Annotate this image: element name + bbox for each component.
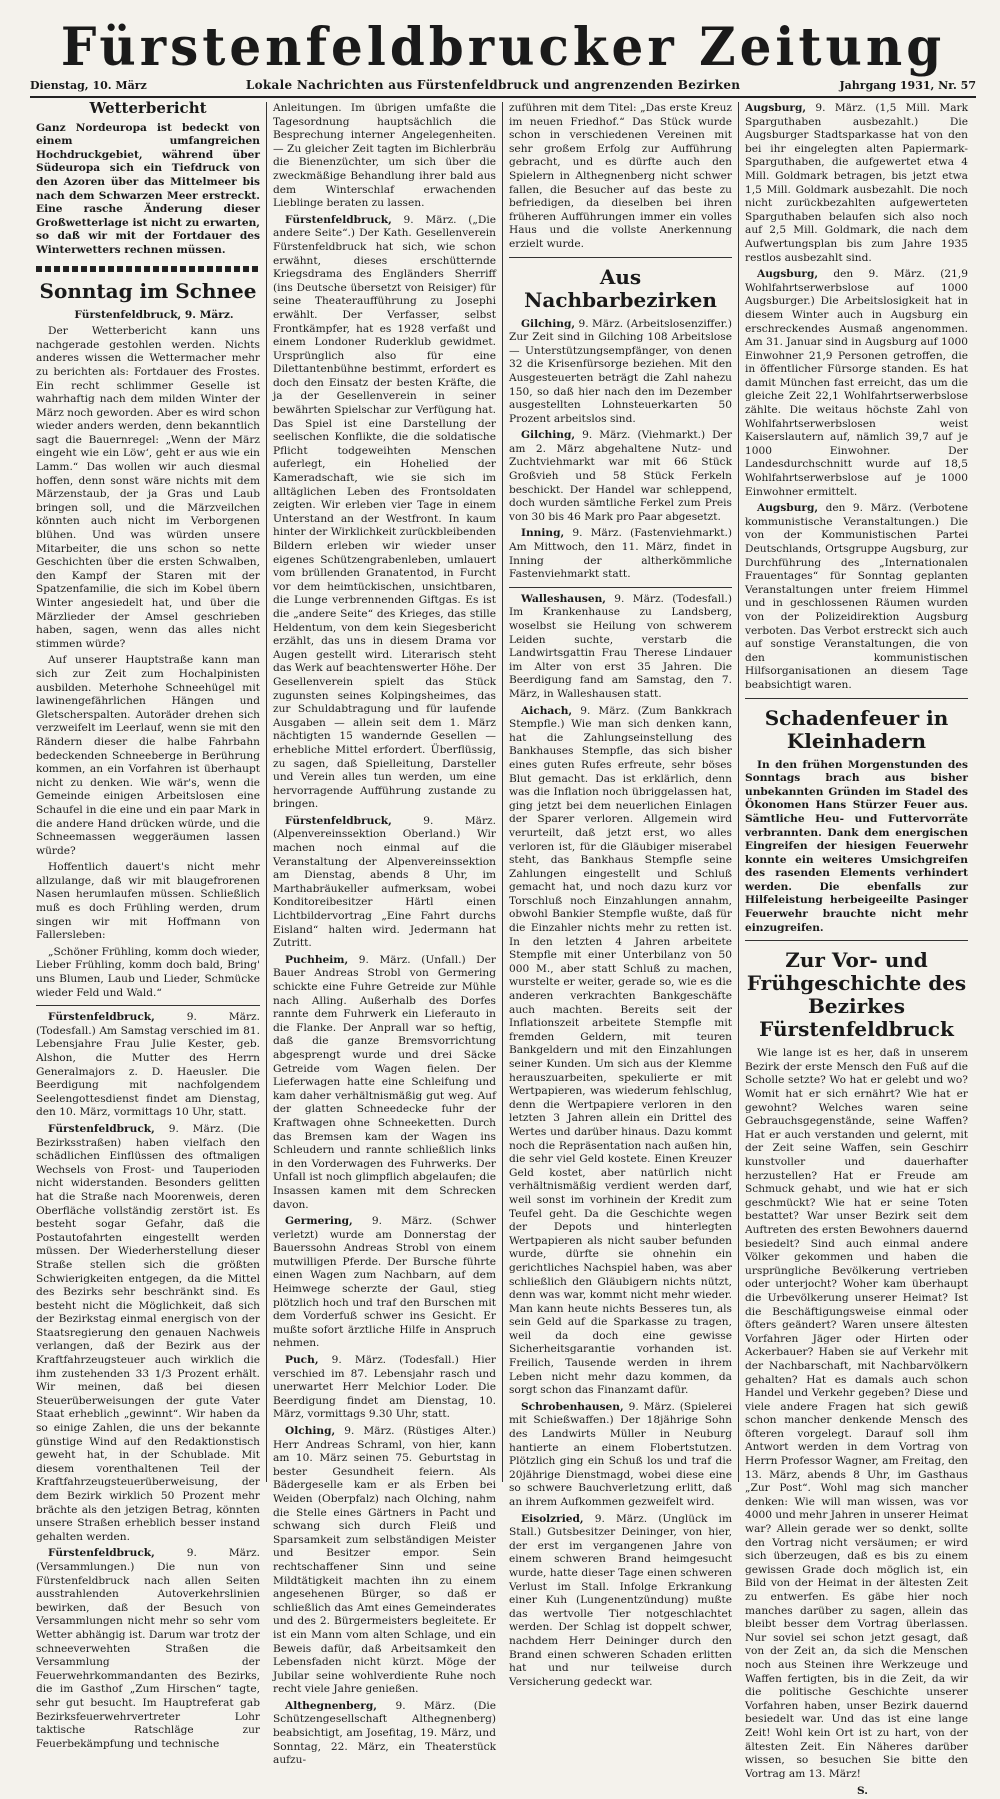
article-text: 9. März. (Rüstiges Alter.) Herr Andreas Schraml, von hier, kann am 10. März seinen 75. Geburtstag in bester Gesundheit feiern. Als Bädergeselle kam er als Erben bei Weiden (Oberpfalz) nach Olching, nahm die Stelle eines Gärtners in Pacht und schwang sich durch Fleiß und Sparsamkeit zum selbständigen Meister und Besitzer empor. Sein rechtschaffener Sinn und seine Mildtätigkeit machten ihn zu einem angesehenen Bürger, so daß er schließlich das Amt eines Gemeinderates und des 2. Bürgermeisters begleitete. Er ist ein Mann vom alten Schlage, und ein Beweis dafür, daß Arbeitsamkeit den Lebensfaden nicht kürzt. Möge der Jubilar seine wohlverdiente Ruhe noch recht viele Jahre genießen. bbox=[273, 1425, 497, 1696]
article-place: Gilching, bbox=[521, 429, 576, 442]
article-place: Puchheim, bbox=[285, 953, 349, 966]
article-divider bbox=[36, 1005, 260, 1006]
fire-article-title: Schadenfeuer in Kleinhadern bbox=[764, 705, 949, 753]
article-text: 9. März. (1,5 Mill. Mark Sparguthaben ausbezahlt.) Die Augsburger Stadtsparkasse hat von den bei ihr eingelegten alten Papiermark-Sparguthaben, die aufgewertet etwa 4 Mill. Goldmark betragen, bis jetzt etwa 1,5 Mill. Goldmark ausbezahlt. Die noch nicht zurückbezahlten aufgewerteten Sparguthaben belaufen sich also noch auf 2,5 Mill. Goldmark, die nach dem Aufwertungsplan bis zum Jahre 1935 restlos ausbezahlt sind. bbox=[745, 102, 968, 264]
issue-date: Dienstag, 10. März bbox=[30, 79, 147, 92]
article-text: 9. März. (Zum Bankkrach Stempfle.) Wie man sich denken kann, hat die Zahlungseinstellung des Bankhauses Stempfle, das sich bisher eines guten Rufes erfreute, sehr böses Blut gemacht. Das ist erklärlich, denn was die Inflation noch übriggelassen hat, ging jetzt bei dem neuerlichen Einlagen der Sparer verloren. Allgemein wird verurteilt, daß jetzt erst, wo alles verloren ist, für die Gläubiger miserabel steht, das Bankhaus Stempfle seine Zahlungen eingestellt und Schluß gemacht hat, und noch dazu kurz vor Torschluß noch Einzahlungen annahm, obwohl Bankier Stempfle wußte, daß für die Einzahler nichts mehr zu retten ist. In den letzten 4 Jahren arbeitete Stempfle mit einer Unterbilanz von 50 000 M., aber statt Schluß zu machen, wurstelte er weiter, gerade so, wie es die anderen verkrachten Bankgeschäfte auch machten. Bereits seit der Inflationszeit arbeitete Stempfle mit fremden Geldern, mit teuren Bankgeldern und mit den Einzahlungen seiner Kunden. Um sich aus der Klemme herauszuarbeiten, spekulierte er mit Wertpapieren, was wiederum fehlschlug, denn die Wertpapiere verloren in den letzten 3 Jahren allein ein Drittel des Wertes und darüber hinaus. Dazu kommt noch die Repräsentation nach außen hin, die sehr viel Geld kostete. Einen Kreuzer Geld kostet, aber natürlich nicht verhältnismäßig verdient werden darf, weil sonst im vorhinein der Kredit zum Teufel geht. Da die Geschichte wegen der Depots und hinterlegten Wertpapieren als nicht sauber befunden wurde, dürfte sie ohnehin ein gerichtliches Nachspiel haben, was aber schließlich den Gläubigern nichts nützt, denn was war, kommt nicht mehr wieder. Man kann heute nichts Besseres tun, als sein Geld auf die Sparkasse zu tragen, weil da doch eine gewisse Sicherheitsgarantie vorhanden ist. Freilich, Tausende werden in ihrem Leben nicht mehr dazu kommen, da sorgt schon das Finanzamt dafür. bbox=[509, 704, 732, 1397]
article-place: Fürstenfeldbruck, bbox=[285, 814, 392, 827]
article-place: Olching, bbox=[285, 1425, 336, 1437]
column-2 bbox=[266, 102, 502, 1767]
article-place: Althegnenberg, bbox=[285, 1699, 377, 1712]
article-place: Gilching, bbox=[521, 317, 576, 330]
column-1 bbox=[30, 99, 266, 1750]
history-signature: S. bbox=[857, 1785, 868, 1798]
article-text: 9. März. (Spielerei mit Schießwaffen.) Der 18jährige Sohn des Landwirts Müller in Neuburg hantierte an einem Flobertstutzen. Plötzlich ging ein Schuß los und traf die 20jährige Dienstmagd, wobei diese eine so schwere Bauchverletzung erlitt, daß an ihrem Aufkommen gezweifelt wird. bbox=[509, 1400, 732, 1508]
article-place: Puch, bbox=[285, 1354, 319, 1367]
snow-poem: „Schöner Frühling, komm doch wieder, Lieber Frühling, komm doch bald, Bring' uns Blumen, Laub und Lieder, Schmücke wieder Feld und Wald.“ bbox=[36, 945, 260, 999]
article-place: Augsburg, bbox=[757, 268, 819, 281]
article-text: 9. März. (Fastenviehmarkt.) Am Mittwoch, den 11. März, findet in Inning der altherkömmliche Fastenviehmarkt statt. bbox=[509, 527, 732, 581]
article-place: Fürstenfeldbruck, bbox=[48, 1011, 155, 1024]
article-text: 9. März. (Alpenvereinssektion Oberland.) Wir machen noch einmal auf die Veranstaltung der Alpenvereinssektion am Dienstag, abends 8 Uhr, im Marthabräukeller aufmerksam, wobei Konditoreibesitzer Härtl einen Lichtbildervortrag „Eine Fahrt durchs Eisland“ halten wird. Jedermann hat Zutritt. bbox=[273, 814, 497, 950]
snow-paragraph: Auf unserer Hauptstraße kann man sich zur Zeit zum Hochalpinisten ausbilden. Meterhohe Schneehügel mit lawinengefährlichen Hängen und Gletscherspalten. Autoräder drehen sich verzweifelt im Leerlauf, wenn sie mit den Rändern dieser die halbe Fahrbahn bedeckenden Schneeberge in Berührung kommen, an ein Vorfahren ist überhaupt nicht zu denken. Wie wär's, wenn die Gemeinde einigen Arbeitslosen eine Schaufel in die eine und ein paar Mark in die andere Hand drücken würde, und die Schneemassen weggeräumen lassen würde? bbox=[36, 654, 260, 857]
history-article-title: Zur Vor- und Frühgeschichte des Bezirkes Fürstenfeldbruck bbox=[746, 948, 967, 1042]
article-text: 9. März. (Die Schützengesellschaft Althegnenberg) beabsichtigt, am Josefitag, 19. März, und Sonntag, 22. März, ein Theaterstück aufzu- bbox=[273, 1699, 496, 1767]
article-text: zuführen mit dem Titel: „Das erste Kreuz im neuen Friedhof.“ Das Stück wurde schon in verschiedenen Vereinen mit sehr großem Erfolg zur Aufführung gebracht, und es dürfte auch den Spielern in Althegnenberg nicht schwer fallen, die Besucher auf das beste zu befriedigen, da dieselben bei ihren früheren Aufführungen immer ein volles Haus und die vollste Anerkennung erzielt wurde. bbox=[509, 102, 732, 250]
article-text: 9. März. („Die andere Seite“.) Der Kath. Gesellenverein Fürstenfeldbruck hat sich, wie schon erwähnt, dieses erschütternde Kriegsdrama des Engländers Sherriff (ins Deutsche übersetzt von Reisiger) für seine Theateraufführung zu Josephi erwählt. Der Verfasser, selbst Frontkämpfer, hat es 1928 verfaßt und einem Londoner Ruderklub gewidmet. Ursprünglich also für eine Dilettantenbühne bestimmt, erfordert es doch den Einsatz der besten Kräfte, die ja der Gesellenverein in seiner bewährten Spielschar zur Verfügung hat. Das Spiel ist eine Darstellung der seelischen Konflikte, die die soldatische Pflicht todgeweihten Menschen auferlegt, ein Hohelied der Kameradschaft, wie sie sich im alltäglichen Leben des Frontsoldaten zeigten. Wir erleben vier Tage in einem Unterstand an der Westfront. In kaum hinter der Wirklichkeit zurückbleibenden Bildern erleben wir wieder unser eigenes Schützengrabenleben, umlauert vom brüllenden Granatentod, in Furcht vor dem heimtückischen, unsichtbaren, die Lunge verbrennenden Giftgas. Es ist die „andere Seite“ des Krieges, das stille Heldentum, von dem kein Siegesbericht erzählt, das uns in diesem Drama vor Augen gestellt wird. Literarisch steht das Werk auf beachtenswerter Höhe. Der Gesellenverein spielt das Stück zugunsten seines Kolpingsheimes, das zur Schuldabtragung und für laufende Ausgaben — allein seit dem 1. März nächtigten 15 wandernde Gesellen — erhebliche Mittel erfordert. Überflüssig, zu sagen, daß Spielleitung, Darsteller und Verein alles tun werden, um eine hervorragende Aufführung zustande zu bringen. bbox=[273, 213, 497, 811]
article-text: 9. März. (Unfall.) Der Bauer Andreas Strobl von Germering schickte eine Fuhre Getreide zur Mühle nach Alling. Außerhalb des Dorfes rannte dem Fuhrwerk ein Lieferauto in die Flanke. Der Anprall war so heftig, daß die ganze Bremsvorrichtung abgesprengt wurde und drei Säcke Getreide vom Wagen fielen. Der Lieferwagen hatte eine Schleifung und kam daher verhältnismäßig gut weg. Auf der glatten Schneedecke fuhr der Kraftwagen ohne Schneeketten. Durch das Bremsen kam der Wagen ins Schleudern und rannte schließlich links in den Vorderwagen des Fuhrwerks. Der Unfall ist noch glimpflich abgelaufen; die Insassen kamen mit dem Schrecken davon. bbox=[273, 953, 496, 1211]
article-place: Inning, bbox=[521, 527, 565, 540]
masthead-rule bbox=[30, 96, 976, 98]
article-text: 9. März. (Schwer verletzt) wurde am Donnerstag der Bauerssohn Andreas Strobl von einem mutwilligen Pferde. Der Bursche führte einen Wagen zum Nachbarn, auf dem Heimwege scherzte der Gaul, stieg plötzlich hoch und traf den Burschen mit dem Vorderfuß schwer ins Gesicht. Er mußte sofort ärztliche Hilfe in Anspruch nehmen. bbox=[273, 1215, 496, 1350]
article-text: 9. März. (Die Bezirksstraßen) haben vielfach den schädlichen Einflüssen des oftmaligen Wechsels von Frost- und Tauperioden nicht widerstanden. Besonders gelitten hat die Straße nach Moorenweis, deren Oberfläche vollständig zerstört ist. Es besteht sogar Gefahr, daß die Postautofahrten eingestellt werden müssen. Der Wiederherstellung dieser Straße stellen sich die größten Schwierigkeiten entgegen, da die Mittel des Bezirks sehr beschränkt sind. Es besteht nicht die Möglichkeit, daß sich der Bezirkstag einmal energisch von der Staatsregierung den genauen Nachweis verlangen, daß der Bezirk aus der Kraftfahrzeugsteuer auch wirklich die ihm zustehenden 33 1/3 Prozent erhält. Wir meinen, daß bei diesen Steuerüberweisungen der gute Vater Staat erheblich „gewinnt“. Wir haben da so einige Zahlen, die uns der bekannte günstige Wind auf den Redaktionstisch geweht hat, in der Schublade. Mit diesem vorenthaltenen Teil der Kraftfahrzeugsteuerüberweisung, der dem Bezirk wirklich 50 Prozent mehr brächte als den jetzigen Betrag, könnten unsere Straßen erheblich besser instand gehalten werden. bbox=[36, 1122, 260, 1543]
article-place: Augsburg, bbox=[757, 502, 819, 515]
article-divider bbox=[745, 940, 968, 941]
section-separator bbox=[36, 266, 260, 272]
article-place: Eisolzried, bbox=[521, 1512, 584, 1525]
article-text: den 9. März. (Verbotene kommunistische Veranstaltungen.) Die von der Kommunistischen Partei Deutschlands, Ortsgruppe Augsburg, zur Durchführung des „Internationalen Frauentages“ für Sonntag geplanten Veranstaltungen unter freiem Himmel und in geschlossenen Räumen wurden von der Polizeidirektion Augsburg verboten. Das Verbot erstreckt sich auch auf sonstige Veranstaltungen, die von den kommunistischen Hilfsorganisationen an diesem Tage beabsichtigt waren. bbox=[745, 502, 969, 691]
article-text: 9. März. (Todesfall.) Hier verschied im 87. Lebensjahr rasch und unerwartet Herr Melchior Loder. Die Beerdigung findet am Dienstag, 10. März, vormittags 9.30 Uhr, statt. bbox=[273, 1354, 496, 1421]
column-3 bbox=[502, 102, 738, 1688]
neighbor-districts-title: Aus Nachbarbezirken bbox=[524, 264, 717, 312]
snow-paragraph: Hoffentlich dauert's nicht mehr allzulange, daß wir mit blaugefrorenen Nasen herumlaufen müssen. Schließlich muß es doch Frühling werden, drum singen wir mit Hoffmann von Fallersleben: bbox=[36, 861, 260, 942]
fire-article-text: In den frühen Morgenstunden des Sonntags brach aus bisher unbekannten Gründen im Stadel des Ökonomen Hans Stürzer Feuer aus. Sämtliche Heu- und Futtervorräte verbrannten. Dank dem energischen Eingreifen der hiesigen Feuerwehr konnte ein weiteres Umsichgreifen des rasenden Elements verhindert werden. Die ebenfalls zur Hilfeleistung herbeigeeilte Pasinger Feuerwehr brauchte nicht mehr einzugreifen. bbox=[745, 758, 968, 934]
article-place: Fürstenfeldbruck, bbox=[48, 1122, 155, 1135]
weather-title: Wetterbericht bbox=[89, 99, 207, 117]
article-text: den 9. März. (21,9 Wohlfahrtserwerbslose auf 1000 Augsburger.) Die Arbeitslosigkeit hat in diesem Winter auch in Augsburg ein erschreckendes Ausmaß angenommen. Am 31. Januar sind in Augsburg auf 1000 Einwohner 21,9 Personen getroffen, die in öffentlicher Fürsorge standen. Es hat damit München fast erreicht, das um die gleiche Zeit 22,1 Wohlfahrtserwerbslose zählte. Die weitaus höchste Zahl von Wohlfahrtserwerbslosen weist Kaiserslautern auf, nämlich 39,7 auf je 1000 Einwohner. Der Landesdurchschnitt wurde auf 18,5 Wohlfahrtserwerbslose auf je 1000 Einwohner ermittelt. bbox=[745, 268, 968, 498]
newspaper-title: Fürstenfeldbrucker Zeitung bbox=[60, 15, 946, 78]
article-place: Germering, bbox=[285, 1215, 353, 1228]
column-4 bbox=[738, 102, 974, 1798]
article-place: Walleshausen, bbox=[521, 592, 606, 605]
snow-article-title: Sonntag im Schnee bbox=[39, 278, 257, 303]
article-place: Fürstenfeldbruck, bbox=[48, 1547, 155, 1560]
article-text: 9. März. (Unglück im Stall.) Gutsbesitzer Deininger, von hier, der erst im vergangenen Jahre von einem schweren Brand heimgesucht wurde, hatte dieser Tage einen schweren Verlust im Stall. Infolge Erkrankung einer Kuh (Lungenentzündung) mußte das wertvolle Tier notgeschlachtet werden. Der Schlag ist doppelt schwer, nachdem Herr Deininger durch den Brand einen schweren Schaden erlitten hat und nur teilweise durch Versicherung gedeckt war. bbox=[509, 1512, 732, 1688]
masthead bbox=[30, 15, 976, 98]
article-divider bbox=[509, 587, 732, 588]
article-divider bbox=[745, 698, 968, 699]
history-article-text: Wie lange ist es her, daß in unserem Bezirk der erste Mensch den Fuß auf die Scholle setzte? Wo hat er gelebt und wo? Womit hat er sich ernährt? Wie hat er gewohnt? Welches waren seine Gebrauchsgegenstände, seine Waffen? Hat er auch verstanden und gelernt, mit der Zeit seine Waffen, sein Geschirr kunstvoller und dauerhafter herzustellen? Hat er Freude am Schmuck gehabt, und wie hat er sich geschmückt? Wie hat er seine Toten bestattet? War unser Bezirk seit dem Auftreten des ersten Bewohners dauernd besiedelt? Sind auch einmal andere Völker gekommen und haben die ursprüngliche Bevölkerung vertrieben oder unterjocht? Woher kam überhaupt die Urbevölkerung unserer Heimat? Ist die Beschäftigungsweise einmal oder öfters geändert? Waren unsere ältesten Vorfahren Jäger oder Hirten oder Ackerbauer? Haben sie auf Verkehr mit der Nachbarschaft, mit Nachbarvölkern gehalten? Hat es damals auch schon Handel und Verkehr gegeben? Diese und viele andere Fragen hat sich gewiß schon mancher denkende Mensch des öfteren vorgelegt. Darauf soll ihm Antwort werden in dem Vortrag von Herrn Professor Wagner, am Freitag, den 13. März, abends 8 Uhr, im Gasthaus „Zur Post“. Wohl mag sich mancher denken: Wie will man wissen, was vor 4000 und mehr Jahren in unserer Heimat war? Allein gerade wer so denkt, sollte den Vortrag nicht versäumen; er wird sich überzeugen, daß es bis zu einem gewissen Grade doch möglich ist, ein Bild von der Heimat in der ältesten Zeit zu entwerfen. Es gäbe hier noch manches darüber zu sagen, allein das bleibt besser dem Vortrag überlassen. Nur soviel sei schon jetzt gesagt, daß von der Zeit an, da sich die Menschen noch aus Steinen ihre Werkzeuge und Waffen fertigten, bis in die Zeit, da wir die politische Geschichte unserer Vorfahren haben, unser Bezirk dauernd besiedelt war. Und das ist eine lange Zeit! Wohl kein Ort ist zu hart, von der ältesten Zeit. Ein Näheres darüber wissen, so besuchen Sie bitte den Vortrag am 13. März! bbox=[745, 1047, 968, 1780]
article-columns bbox=[30, 99, 976, 1798]
weather-text: Ganz Nordeuropa ist bedeckt von einem umfangreichen Hochdruckgebiet, während über Südeuropa sich ein Tiefdruck von den Azoren über das Mittelmeer bis nach dem Schwarzen Meer erstreckt. Eine rasche Änderung dieser Großwetterlage ist nicht zu erwarten, so daß wir mit der Fortdauer des Winterwetters rechnen müssen. bbox=[36, 121, 260, 256]
article-text: 9. März. (Todesfall.) Am Samstag verschied im 81. Lebensjahre Frau Julie Kester, geb. Alshon, die Mutter des Herrn Generalmajors z. D. Haeusler. Die Beerdigung mit nachfolgendem Seelengottesdienst findet am Dienstag, den 10. März, vormittags 10 Uhr, statt. bbox=[36, 1011, 261, 1119]
issue-number: Jahrgang 1931, Nr. 57 bbox=[839, 79, 976, 92]
article-place: Augsburg, bbox=[745, 102, 807, 114]
article-place: Aichach, bbox=[521, 704, 573, 717]
article-text: Anleitungen. Im übrigen umfaßte die Tagesordnung hauptsächlich die Besprechung interner Angelegenheiten. — Zu gleicher Zeit tagten im Bichlerbräu die Bienenzüchter, um sich über die zweckmäßige Behandlung ihrer bald aus dem Winterschlaf erwachenden Lieblinge beraten zu lassen. bbox=[273, 102, 496, 210]
article-text: 9. März. (Todesfall.) Im Krankenhause zu Landsberg, woselbst sie Heilung von schwerem Leiden suchte, verstarb die Landwirtsgattin Frau Therese Lindauer im Alter von erst 35 Jahren. Die Beerdigung fand am Samstag, den 7. März, in Walleshausen statt. bbox=[509, 592, 732, 700]
snow-paragraph: Der Wetterbericht kann uns nachgerade gestohlen werden. Nichts anderes wissen die Wettermacher mehr zu berichten als: Fortdauer des Frostes. Ein recht schlimmer Geselle ist wahrhaftig nach dem milden Winter der März noch geworden. Aber es wird schon wieder anders werden, denn bekanntlich sagt die Bauernregel: „Wenn der März eingeht wie ein Löw‘, geht er aus wie ein Lamm.“ Das wollen wir auch diesmal hoffen, denn sonst wäre nichts mit dem Märzenstaub, der ja Gras und Laub bringen soll, und die Märzveilchen könnten auch nicht im Verborgenen blühen. Und was würden unsere Mitarbeiter, die uns schon so nette Geschichten über die ersten Schwalben, den Kampf der Staren mit der Spatzenfamilie, die sich im Kobel übern Winter angesiedelt hat, und über die Märzlieder der Amsel geschrieben haben, sagen, wenn das alles nicht stimmen würde? bbox=[36, 325, 260, 650]
masthead-subtitle: Lokale Nachrichten aus Fürstenfeldbruck und angrenzenden Bezirken bbox=[245, 78, 741, 92]
snow-dateline: Fürstenfeldbruck, 9. März. bbox=[74, 308, 234, 321]
article-text: 9. März. (Versammlungen.) Die nun von Fürstenfeldbruck nach allen Seiten ausstrahlenden Autoverkehrslinien bewirken, daß der Besuch von Versammlungen nicht mehr so sehr vom Wetter abhängig ist. Darum war trotz der schneeverwehten Straßen die Versammlung der Feuerwehrkommandanten des Bezirks, die im Gasthof „Zum Hirschen“ tagte, sehr gut besucht. Im Hauptreferat gab Bezirksfeuerwehrvertreter Lohr taktische Ratschläge zur Feuerbekämpfung und technische bbox=[36, 1547, 261, 1750]
article-text: 9. März. (Arbeitslosenziffer.) Zur Zeit sind in Gilching 108 Arbeitslose — Unterstützungsempfänger, von denen 32 die Krisenfürsorge beziehen. Mit den Ausgesteuerten beträgt die Zahl nahezu 150, so daß hier nach den im Dezember ausgestellten Lohnsteuerkarten 50 Prozent arbeitslos sind. bbox=[509, 317, 732, 425]
masthead-subline bbox=[30, 78, 976, 92]
article-text: 9. März. (Viehmarkt.) Der am 2. März abgehaltene Nutz- und Zuchtviehmarkt war mit 66 Stück Großvieh und 58 Stück Ferkeln beschickt. Der Handel war schleppend, doch wurden sämtliche Ferkel zum Preis von 30 bis 46 Mark pro Paar abgesetzt. bbox=[509, 429, 732, 523]
article-divider bbox=[509, 257, 732, 258]
article-place: Fürstenfeldbruck, bbox=[285, 213, 392, 226]
article-place: Schrobenhausen, bbox=[521, 1400, 624, 1413]
